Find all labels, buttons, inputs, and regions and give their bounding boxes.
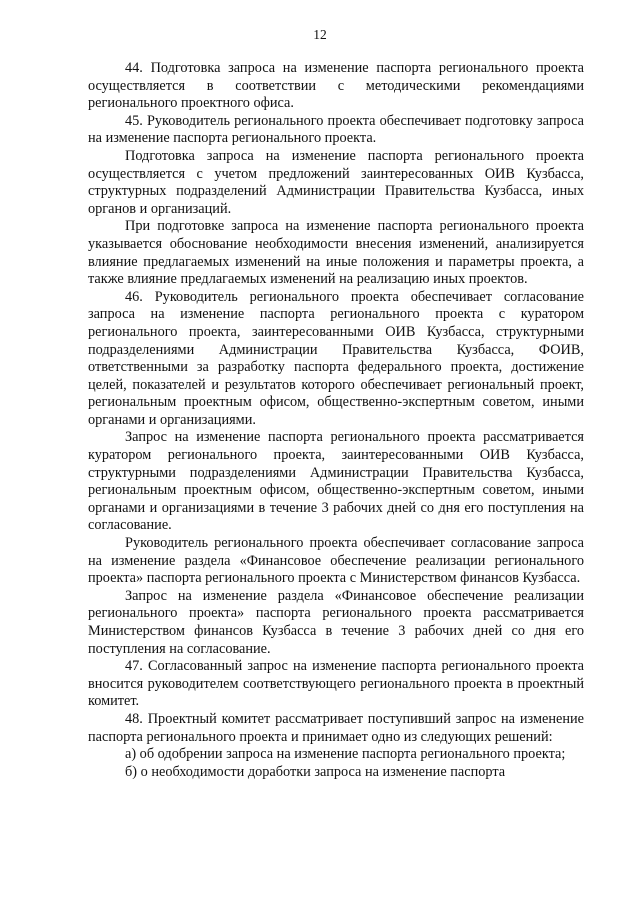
paragraph: Руководитель регионального проекта обеспечивает согласование запроса на изменение раздела «Финансовое обеспечение реализации регионального проекта» паспорта регионального проекта с Министерством финансов Кузбасса.: [88, 535, 584, 587]
list-item-b: б) о необходимости доработки запроса на изменение паспорта: [125, 763, 506, 780]
paragraph: Запрос на изменение раздела «Финансовое обеспечение реализации регионального проекта» паспорта регионального проекта рассматривается Министерством финансов Кузбасса в течение 3 рабочих дней со дня его поступления на согласование.: [88, 587, 584, 657]
paragraph-45: 45. Руководитель регионального проекта обеспечивает подготовку запроса на изменение паспорта регионального проекта.: [88, 112, 584, 147]
document-body: [88, 60, 584, 781]
paragraph-44: 44. Подготовка запроса на изменение паспорта регионального проекта осуществляется в соответствии с методическими рекомендациями регионального проектного офиса.: [88, 60, 584, 112]
page-number: 12: [313, 27, 327, 42]
paragraph-47: 47. Согласованный запрос на изменение паспорта регионального проекта вносится руководителем соответствующего регионального проекта в проектный комитет.: [88, 658, 584, 710]
paragraph: Подготовка запроса на изменение паспорта регионального проекта осуществляется с учетом предложений заинтересованных ОИВ Кузбасса, структурных подразделений Администрации Правительства Кузбасса, иных органов и организаций.: [88, 147, 584, 217]
paragraph-48: 48. Проектный комитет рассматривает поступивший запрос на изменение паспорта регионального проекта и принимает одно из следующих решений:: [88, 710, 584, 745]
paragraph: Запрос на изменение паспорта регионального проекта рассматривается куратором регионального проекта, заинтересованными ОИВ Кузбасса, структурными подразделениями Администрации Правительства Кузбасса, региональным проектным офисом, общественно-экспертным советом, иными органами и организациями в течение 3 рабочих дней со дня его поступления на согласование.: [88, 429, 584, 534]
list-item-a: а) об одобрении запроса на изменение паспорта регионального проекта;: [125, 746, 566, 763]
paragraph-46: 46. Руководитель регионального проекта обеспечивает согласование запроса на изменение паспорта регионального проекта с куратором регионального проекта, заинтересованными ОИВ Кузбасса, структурными подразделениями Администрации Правительства Кузбасса, ФОИВ, ответственными за разработку паспорта федерального проекта, достижение целей, показателей и результатов которого обеспечивает региональный проект, региональным проектным офисом, общественно-экспертным советом, иными органами и организациями.: [88, 288, 584, 428]
paragraph: При подготовке запроса на изменение паспорта регионального проекта указывается обоснование необходимости внесения изменений, анализируется влияние предлагаемых изменений на иные положения и параметры проекта, а также влияние предлагаемых изменений на реализацию иных проектов.: [88, 218, 584, 288]
